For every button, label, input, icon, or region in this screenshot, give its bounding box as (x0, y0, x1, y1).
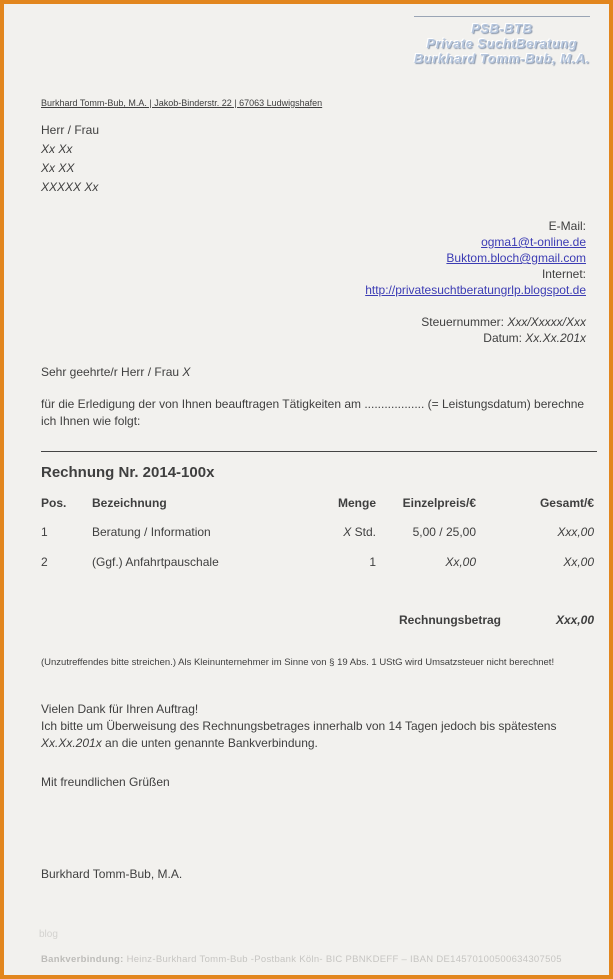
bank-details-label: Bankverbindung: (41, 954, 127, 965)
section-divider (41, 451, 597, 452)
invoice-total-label: Rechnungsbetrag (398, 613, 501, 627)
cell-pos: 2 (41, 555, 48, 569)
recipient-salutation: Herr / Frau (41, 123, 100, 137)
invoice-title: Rechnung Nr. 2014-100x (41, 464, 215, 481)
table-row (41, 525, 594, 541)
cell-quantity-unit: Std. (351, 525, 376, 539)
letterhead-company: Private SuchtBeratung (426, 36, 578, 51)
cell-pos: 1 (41, 525, 48, 539)
contact-block (365, 218, 586, 298)
thanks-line: Vielen Dank für Ihren Auftrag! (41, 702, 199, 716)
payment-terms-tail: an die unten genannte Bankverbindung. (101, 736, 318, 750)
date-value: Xx.Xx.201x (525, 331, 586, 345)
cell-quantity-unit: 1 (369, 555, 376, 569)
tax-exemption-note: (Unzutreffendes bitte streichen.) Als Kleinunternehmer im Sinne von § 19 Abs. 1 UStG wird Umsatzsteuer nicht berechnet! (41, 657, 555, 668)
closing-paragraph (41, 701, 601, 752)
website-link[interactable]: http://privatesuchtberatungrlp.blogspot.de (365, 283, 586, 297)
sender-address-line: Burkhard Tomm-Bub, M.A. | Jakob-Binderstr. 22 | 67063 Ludwigshafen (41, 98, 323, 108)
cell-unit-price: Xx,00 (445, 555, 476, 569)
col-header-pos: Pos. (41, 496, 67, 510)
letterhead-divider (414, 16, 590, 17)
payment-due-date: Xx.Xx.201x (41, 736, 102, 750)
col-header-unit-price: Einzelpreis/€ (402, 496, 476, 510)
blog-link[interactable]: blog (39, 929, 58, 940)
greeting-line (41, 365, 190, 379)
letterhead-abbr: PSB-BTB (471, 21, 533, 36)
recipient-city: XXXXX Xx (41, 180, 99, 194)
table-row (41, 555, 594, 571)
tax-number-line (421, 314, 586, 330)
cell-unit-price: 5,00 / 25,00 (412, 525, 476, 539)
invoice-total-row (41, 613, 594, 629)
bank-details-value: Heinz-Burkhard Tomm-Bub -Postbank Köln- BIC PBNKDEFF – IBAN DE14570100500634307505 (126, 954, 562, 965)
tax-number-label: Steuernummer: (421, 315, 508, 329)
col-header-description: Bezeichnung (92, 496, 167, 510)
recipient-address-block (41, 121, 99, 197)
recipient-street: Xx XX (41, 161, 75, 175)
letterhead-owner: Burkhard Tomm-Bub, M.A. (414, 51, 590, 66)
cell-description: (Ggf.) Anfahrtpauschale (92, 555, 219, 569)
cell-quantity (369, 555, 376, 569)
col-header-total: Gesamt/€ (539, 496, 594, 510)
internet-label: Internet: (541, 267, 586, 281)
cell-description: Beratung / Information (92, 525, 211, 539)
email-link-2[interactable]: Buktom.bloch@gmail.com (446, 251, 586, 265)
signature-name: Burkhard Tomm-Bub, M.A. (41, 867, 183, 881)
intro-paragraph: für die Erledigung der von Ihnen beauftragen Tätigkeiten am .................. (= Leistungsdatum) berechne ich Ihnen wie folgt: (41, 397, 585, 428)
payment-terms (41, 718, 601, 752)
email-label: E-Mail: (548, 219, 586, 233)
cell-quantity (343, 525, 376, 539)
regards-line: Mit freundlichen Grüßen (41, 775, 170, 789)
col-header-quantity: Menge (337, 496, 376, 510)
meta-block (421, 314, 586, 346)
greeting-name: X (182, 365, 191, 379)
table-header-row (41, 496, 594, 512)
bank-details-line (41, 954, 562, 965)
greeting-text: Sehr geehrte/r Herr / Frau (41, 365, 183, 379)
date-label: Datum: (483, 331, 526, 345)
cell-total: Xx,00 (563, 555, 594, 569)
cell-total: Xxx,00 (557, 525, 594, 539)
date-line (421, 330, 586, 346)
tax-number-value: Xxx/Xxxxx/Xxx (507, 315, 586, 329)
recipient-name: Xx Xx (41, 142, 73, 156)
payment-terms-text: Ich bitte um Überweisung des Rechnungsbetrages innerhalb von 14 Tagen jedoch bis spätestens (41, 719, 557, 733)
cell-quantity-placeholder: X (343, 525, 352, 539)
invoice-total-value: Xxx,00 (555, 613, 594, 627)
letterhead (414, 16, 590, 66)
email-link-1[interactable]: ogma1@t-online.de (481, 235, 586, 249)
